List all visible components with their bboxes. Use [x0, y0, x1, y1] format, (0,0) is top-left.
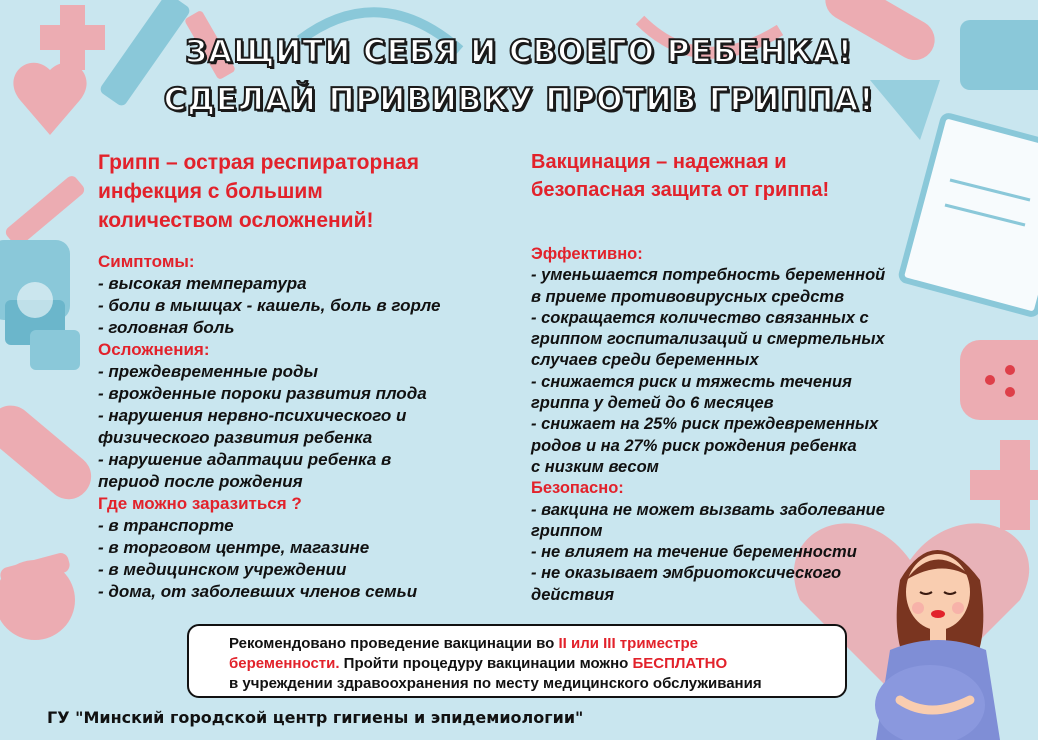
safe-item: гриппом	[531, 521, 603, 540]
safe-item: действия	[531, 585, 615, 604]
complication-item: период после рождения	[98, 472, 303, 491]
symptom-item: - боли в мышцах - кашель, боль в горле	[98, 296, 441, 315]
safe-title: Безопасно:	[531, 479, 624, 498]
flu-heading: Грипп – острая респираторная инфекция с большим количеством осложнений!	[98, 151, 419, 232]
recommendation-notice: Рекомендовано проведение вакцинации во II или III триместре беременности. Пройти процедуру вакцинации можно БЕСПЛАТНО в учреждении здравоохранения по месту медицинского обслуживания	[187, 624, 847, 698]
complication-item: - нарушения нервно-психического и	[98, 406, 407, 425]
effective-item: - снижается риск и тяжесть течения	[531, 372, 852, 391]
vaccination-heading: Вакцинация – надежная и безопасная защита от гриппа!	[531, 151, 830, 201]
poster-title-line2: СДЕЛАЙ ПРИВИВКУ ПРОТИВ ГРИППА!	[163, 82, 875, 118]
infection-source-item: - дома, от заболевших членов семьи	[98, 582, 418, 601]
complications-title: Осложнения:	[98, 340, 210, 359]
symptom-item: - головная боль	[98, 318, 235, 337]
infection-source-item: - в торговом центре, магазине	[98, 538, 370, 557]
effective-item: - уменьшается потребность беременной	[531, 266, 886, 285]
safe-item: - не оказывает эмбриотоксического	[531, 564, 842, 583]
symptom-item: - высокая температура	[98, 274, 307, 293]
complication-item: - нарушение адаптации ребенка в	[98, 450, 392, 469]
effective-item: с низким весом	[531, 457, 659, 476]
poster-title-line1: ЗАЩИТИ СЕБЯ И СВОЕГО РЕБЕНКА!	[185, 34, 853, 70]
effective-item: - сокращается количество связанных с	[531, 308, 869, 327]
syringe-icon	[3, 174, 86, 249]
effective-item: гриппом госпитализаций и смертельных	[531, 330, 885, 349]
complication-item: физического развития ребенка	[98, 428, 373, 447]
infection-sources-title: Где можно заразиться ?	[98, 494, 302, 513]
infection-source-item: - в медицинском учреждении	[98, 560, 347, 579]
pregnant-woman-illustration	[860, 520, 1010, 740]
effective-item: в приеме противовирусных средств	[531, 287, 845, 306]
bandage-icon	[960, 340, 1038, 420]
flu-info-column	[98, 148, 523, 603]
effective-item: гриппа у детей до 6 месяцев	[531, 394, 774, 413]
effective-item: родов и на 27% риск рождения ребенка	[531, 436, 857, 455]
safe-item: - вакцина не может вызвать заболевание	[531, 500, 885, 519]
complication-item: - врожденные пороки развития плода	[98, 384, 427, 403]
effective-item: случаев среди беременных	[531, 351, 759, 370]
organization-footer: ГУ "Минский городской центр гигиены и эпидемиологии"	[47, 708, 584, 727]
pill-icon	[0, 397, 100, 509]
symptoms-title: Симптомы:	[98, 252, 195, 271]
effective-item: - снижает на 25% риск преждевременных	[531, 415, 879, 434]
safe-item: - не влияет на течение беременности	[531, 543, 857, 562]
complication-item: - преждевременные роды	[98, 362, 319, 381]
effective-title: Эффективно:	[531, 245, 643, 263]
infection-source-item: - в транспорте	[98, 516, 234, 535]
